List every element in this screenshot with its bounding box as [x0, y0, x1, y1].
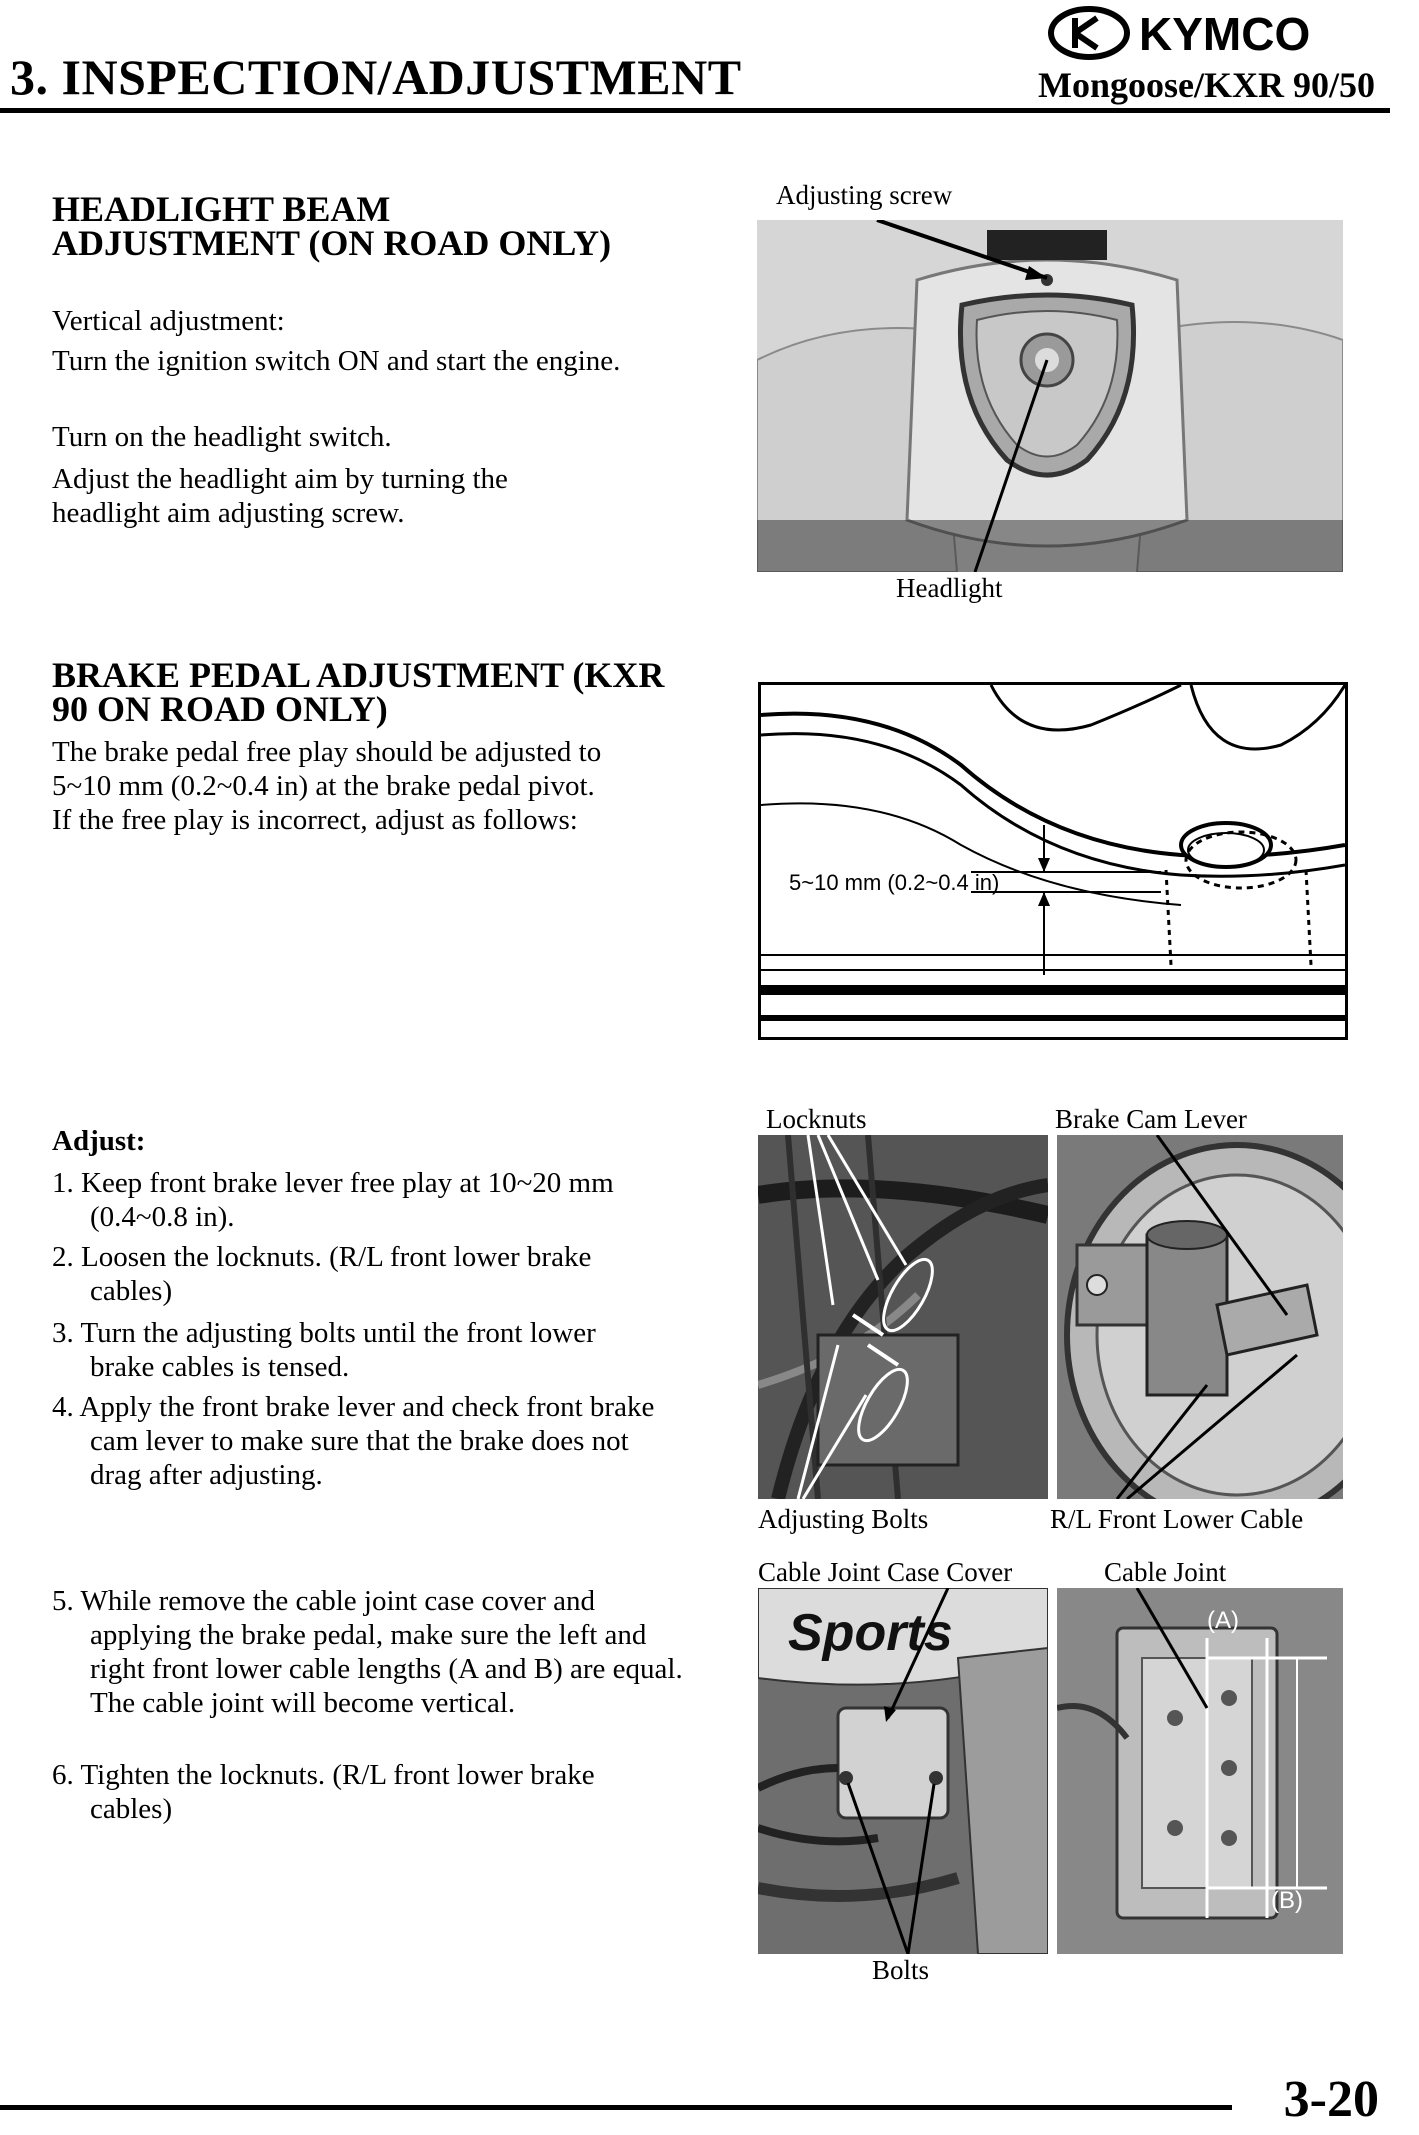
chapter-title — [10, 48, 742, 106]
label-rl-front-lower-cable: R/L Front Lower Cable — [1050, 1504, 1304, 1534]
adjust-step-5: 5. While remove the cable joint case cover and applying the brake pedal, make sure the left and right front lower cable lengths (A and B) are equal. The cable joint will become vertical. — [52, 1585, 683, 1719]
sports-decal-text: Sports — [788, 1604, 953, 1662]
label-adjusting-screw: Adjusting screw — [776, 180, 953, 210]
adjust-step-2: 2. Loosen the locknuts. (R/L front lower brake cables) — [52, 1241, 592, 1307]
label-headlight: Headlight — [896, 573, 1003, 603]
headlight-p3: Turn on the headlight switch. — [52, 421, 392, 453]
page-number: 3-20 — [1283, 2071, 1379, 2128]
brand-text: KYMCO — [1139, 8, 1311, 60]
headlight-photo — [757, 220, 1343, 572]
label-cable-joint: Cable Joint — [1104, 1557, 1227, 1587]
header-rule — [0, 108, 1390, 113]
adjust-step-3: 3. Turn the adjusting bolts until the front lower brake cables is tensed. — [52, 1317, 596, 1383]
label-bolts: Bolts — [872, 1955, 930, 1985]
label-cable-joint-case-cover: Cable Joint Case Cover — [758, 1557, 1013, 1587]
model-name: Mongoose/KXR 90/50 — [1038, 65, 1375, 105]
label-locknuts: Locknuts — [766, 1104, 867, 1134]
footer-rule — [0, 2105, 1232, 2110]
brake-pedal-diagram — [758, 682, 1348, 1040]
adjust-step-1: 1. Keep front brake lever free play at 10~20 mm (0.4~0.8 in). — [52, 1167, 614, 1233]
label-brake-cam-lever: Brake Cam Lever — [1055, 1104, 1247, 1134]
mark-a: (A) — [1207, 1607, 1239, 1634]
kymco-logo — [1047, 6, 1377, 60]
locknuts-photo — [758, 1135, 1048, 1499]
free-play-dimension: 5~10 mm (0.2~0.4 in) — [789, 870, 1000, 895]
brake-pedal-heading: BRAKE PEDAL ADJUSTMENT (KXR 90 ON ROAD ONLY) — [52, 655, 665, 729]
cable-joint-photo — [1057, 1588, 1343, 1954]
mark-b: (B) — [1271, 1887, 1303, 1914]
adjust-step-4: 4. Apply the front brake lever and check front brake cam lever to make sure that the brake does not drag after adjusting. — [52, 1391, 655, 1491]
brake-cam-lever-photo — [1057, 1135, 1343, 1499]
chapter-number: 3. — [10, 49, 49, 105]
chapter-title-text: INSPECTION/ADJUSTMENT — [61, 49, 742, 105]
cable-joint-case-cover-photo — [758, 1588, 1048, 1954]
label-adjusting-bolts: Adjusting Bolts — [758, 1504, 929, 1534]
headlight-heading: HEADLIGHT BEAM ADJUSTMENT (ON ROAD ONLY) — [52, 189, 612, 263]
headlight-p4: Adjust the headlight aim by turning the headlight aim adjusting screw. — [52, 463, 508, 529]
headlight-p2: Turn the ignition switch ON and start the engine. — [52, 345, 621, 377]
adjust-heading: Adjust: — [52, 1125, 146, 1157]
headlight-p1: Vertical adjustment: — [52, 305, 285, 337]
adjust-step-6: 6. Tighten the locknuts. (R/L front lower brake cables) — [52, 1759, 595, 1825]
brake-pedal-p1: The brake pedal free play should be adjusted to 5~10 mm (0.2~0.4 in) at the brake pedal pivot. If the free play is incorrect, adjust as follows: — [52, 736, 602, 836]
